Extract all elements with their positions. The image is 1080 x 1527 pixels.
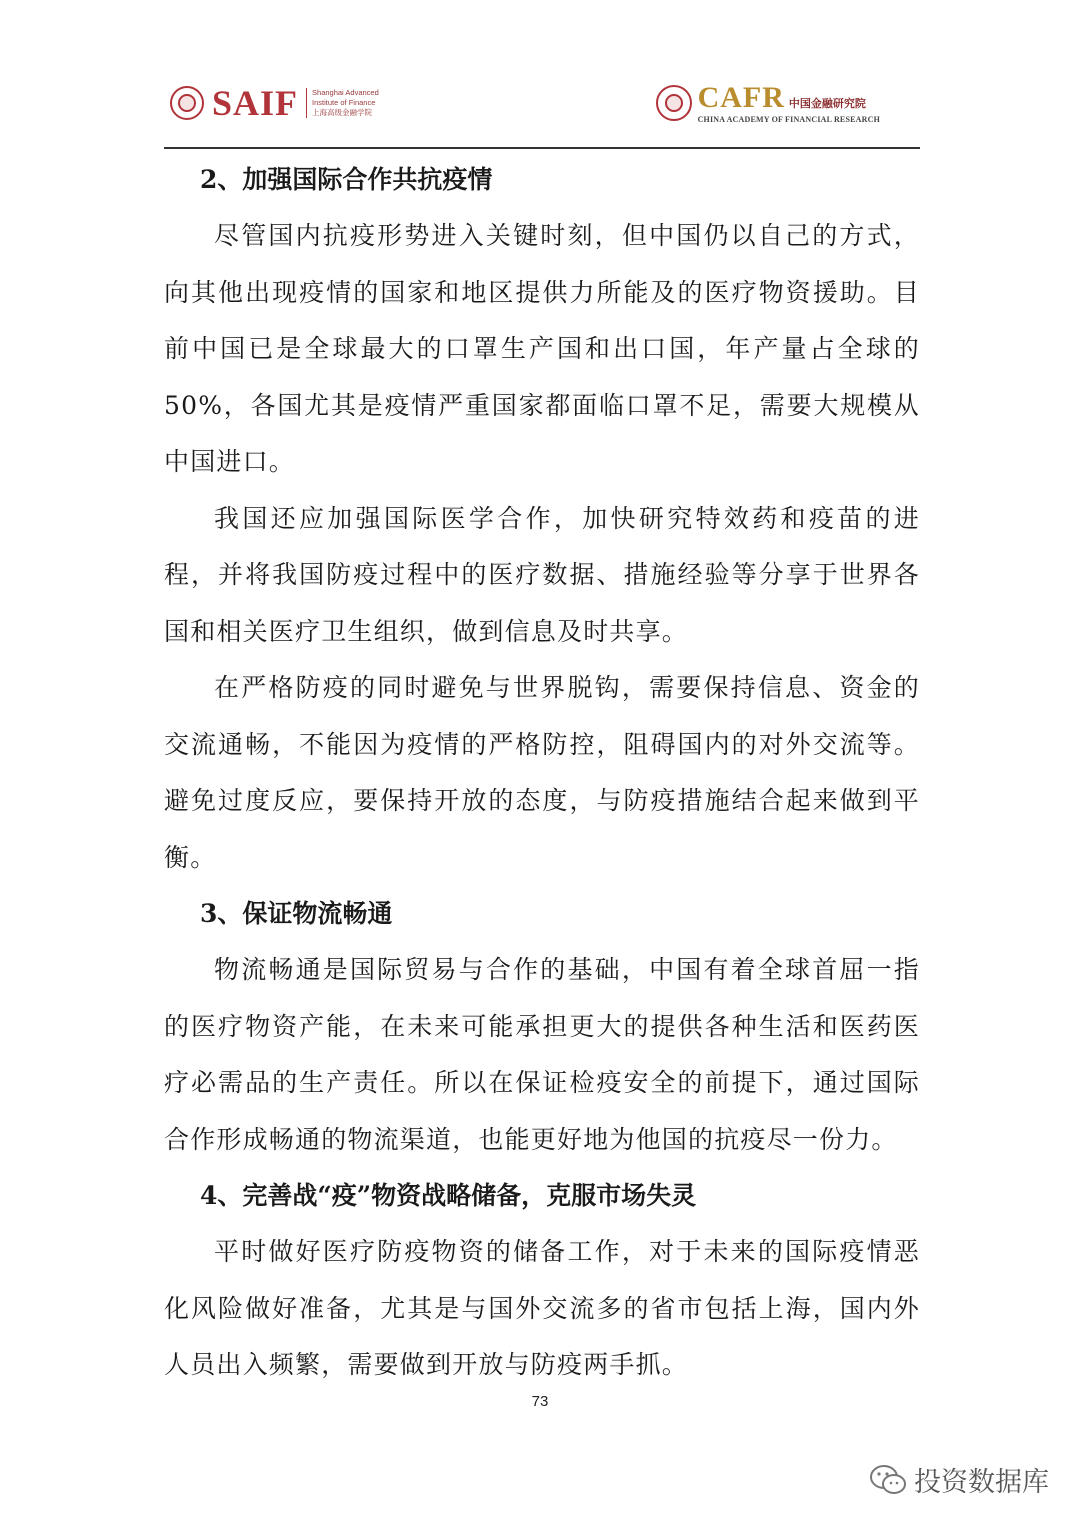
- paragraph: 物流畅通是国际贸易与合作的基础，中国有着全球首屈一指的医疗物资产能，在未来可能承担更大的提供各种生活和医药医疗必需品的生产责任。所以在保证检疫安全的前提下，通过国际合作形成畅通的物流渠道，也能更好地为他国的抗疫尽一份力。: [164, 955, 920, 1154]
- page-header: [164, 74, 920, 148]
- cafr-seal-icon: [656, 85, 692, 121]
- paragraph: 在严格防疫的同时避免与世界脱钩，需要保持信息、资金的交流通畅，不能因为疫情的严格防控，阻碍国内的对外交流等。避免过度反应，要保持开放的态度，与防疫措施结合起来做到平衡。: [164, 673, 920, 872]
- section-heading: 2、加强国际合作共抗疫情: [200, 165, 493, 194]
- saif-subtitle: Shanghai Advanced Institute of Finance 上海高级金融学院: [306, 88, 379, 118]
- section-heading: 3、保证物流畅通: [200, 899, 393, 928]
- paragraph: 我国还应加强国际医学合作，加快研究特效药和疫苗的进程，并将我国防疫过程中的医疗数据、措施经验等分享于世界各国和相关医疗卫生组织，做到信息及时共享。: [164, 503, 920, 646]
- section-heading: 4、完善战“疫”物资战略储备，克服市场失灵: [200, 1181, 697, 1210]
- page-number: 73: [531, 1393, 549, 1410]
- cafr-wordmark: CAFR: [697, 80, 785, 114]
- header-divider: [164, 147, 920, 149]
- paragraph: 尽管国内抗疫形势进入关键时刻，但中国仍以自己的方式，向其他出现疫情的国家和地区提供力所能及的医疗物资援助。目前中国已是全球最大的口罩生产国和出口国，年产量占全球的50%，各国尤其是疫情严重国家都面临口罩不足，需要大规模从中国进口。: [164, 221, 920, 476]
- cafr-english-name: CHINA ACADEMY OF FINANCIAL RESEARCH: [697, 114, 880, 124]
- cafr-chinese-name: 中国金融研究院: [788, 96, 866, 110]
- saif-seal-icon: [170, 86, 204, 120]
- saif-wordmark: SAIF: [212, 83, 299, 123]
- paragraph: 平时做好医疗防疫物资的储备工作，对于未来的国际疫情恶化风险做好准备，尤其是与国外交流多的省市包括上海，国内外人员出入频繁，需要做到开放与防疫两手抓。: [164, 1237, 920, 1379]
- cafr-logo: [656, 80, 880, 126]
- saif-logo: [170, 80, 379, 126]
- document-body: [164, 152, 920, 1394]
- watermark-text: 投资数据库: [914, 1467, 1049, 1498]
- watermark: [868, 1460, 1049, 1499]
- wechat-icon: [868, 1463, 908, 1497]
